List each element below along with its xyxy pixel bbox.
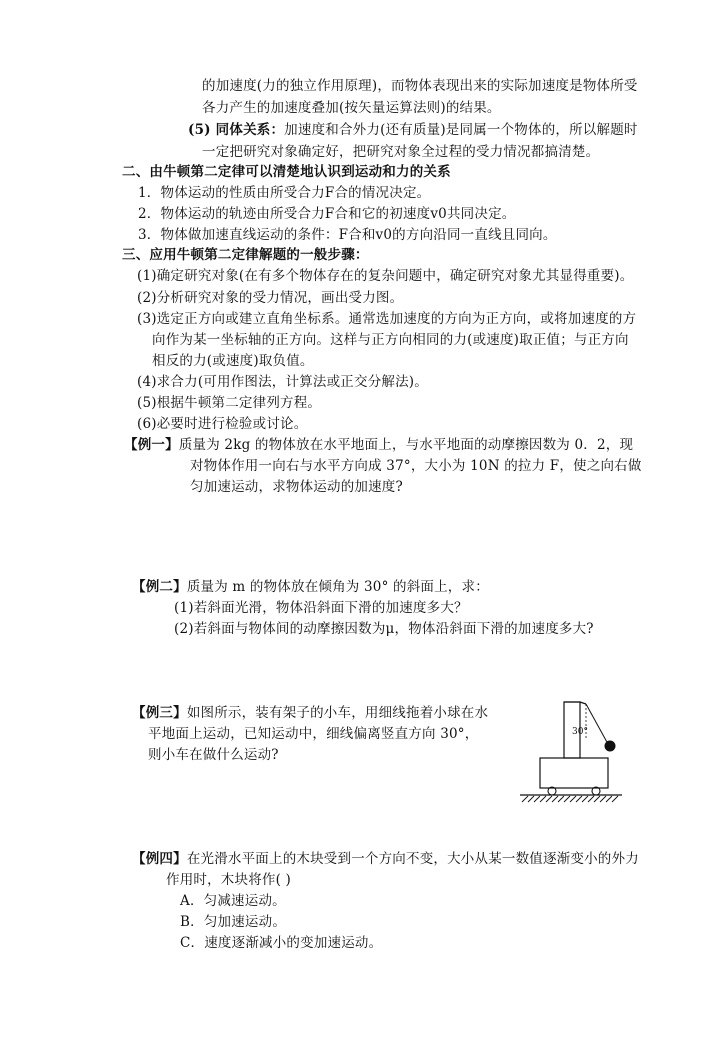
step-3-cont-2: 相反的力(或速度)取负值。: [152, 353, 314, 369]
option-a: A．匀减速运动。: [180, 893, 286, 909]
option-c: C．速度逐渐减小的变加速运动。: [180, 935, 383, 951]
intro-item-5-cont: 一定把研究对象确定好，把研究对象全过程的受力情况都搞清楚。: [202, 144, 600, 160]
item-5-text: 加速度和合外力(还有质量)是同属一个物体的，所以解题时: [284, 122, 638, 138]
section-2-item-3: 3．物体做加速直线运动的条件：F合和v0的方向沿同一直线且同向。: [138, 227, 557, 243]
step-5: (5)根据牛顿第二定律列方程。: [137, 395, 322, 411]
step-3: (3)选定正方向或建立直角坐标系。通常选加速度的方向为正方向，或将加速度的方: [137, 311, 637, 327]
intro-line-2: 各力产生的加速度叠加(按矢量运算法则)的结果。: [202, 100, 501, 116]
example-1-line-3: 匀加速运动，求物体运动的加速度?: [190, 479, 403, 495]
example-2-line-1: 【例二】质量为 m 的物体放在倾角为 30° 的斜面上，求：: [132, 579, 489, 595]
option-b: B．匀加速运动。: [180, 914, 287, 930]
example-4-line-2: 作用时，木块将作( ): [166, 872, 292, 888]
example-1-line-2: 对物体作用一向右与水平方向成 37°，大小为 10N 的拉力 F，使之向右做: [190, 458, 642, 474]
example-2-line-3: (2)若斜面与物体间的动摩擦因数为μ，物体沿斜面下滑的加速度多大?: [174, 621, 594, 637]
section-3-heading: 三、应用牛顿第二定律解题的一般步骤：: [122, 247, 369, 263]
example-3-line-3: 则小车在做什么运动?: [148, 747, 279, 763]
example-1-line-1: 【例一】质量为 2kg 的物体放在水平地面上，与水平地面的动摩擦因数为 0．2，现: [124, 437, 634, 453]
cart-pendulum-figure: [514, 692, 626, 812]
step-6: (6)必要时进行检验或讨论。: [137, 416, 308, 432]
pendulum-ball: [605, 741, 616, 752]
example-3-line-1: 【例三】如图所示，装有架子的小车，用细线拖着小球在水: [132, 705, 489, 721]
cart-body: [540, 758, 608, 788]
example-4-line-1: 【例四】在光滑水平面上的木块受到一个方向不变，大小从某一数值逐渐变小的外力: [132, 851, 639, 867]
item-5-label: (5) 同体关系：: [188, 122, 285, 138]
angle-label: 30°: [572, 727, 588, 737]
example-2-label: 【例二】: [132, 579, 187, 595]
pendulum-string: [586, 704, 608, 744]
example-4-label: 【例四】: [132, 851, 187, 867]
frame-top-arm: [580, 702, 586, 704]
ground-hatching: [522, 796, 618, 802]
example-1-label: 【例一】: [124, 437, 179, 453]
example-3-label: 【例三】: [132, 705, 187, 721]
intro-line-1: 的加速度(力的独立作用原理)，而物体表现出来的实际加速度是物体所受: [202, 78, 638, 94]
step-4: (4)求合力(可用作图法，计算法或正交分解法)。: [137, 374, 428, 390]
section-2-heading: 二、由牛顿第二定律可以清楚地认识到运动和力的关系: [122, 164, 451, 180]
example-2-line-2: (1)若斜面光滑，物体沿斜面下滑的加速度多大？: [174, 600, 468, 616]
intro-item-5: [188, 121, 638, 139]
example-3-line-2: 平地面上运动，已知运动中，细线偏离竖直方向 30°，: [148, 726, 479, 742]
step-1: (1)确定研究对象(在有多个物体存在的复杂问题中，确定研究对象尤其显得重要)。: [137, 268, 634, 284]
section-2-item-1: 1．物体运动的性质由所受合力F合的情况决定。: [138, 185, 431, 201]
section-2-item-2: 2．物体运动的轨迹由所受合力F合和它的初速度v0共同决定。: [138, 206, 516, 222]
step-2: (2)分析研究对象的受力情况，画出受力图。: [137, 290, 404, 306]
step-3-cont-1: 向作为某一坐标轴的正方向。这样与正方向相同的力(或速度)取正值；与正方向: [152, 332, 629, 348]
